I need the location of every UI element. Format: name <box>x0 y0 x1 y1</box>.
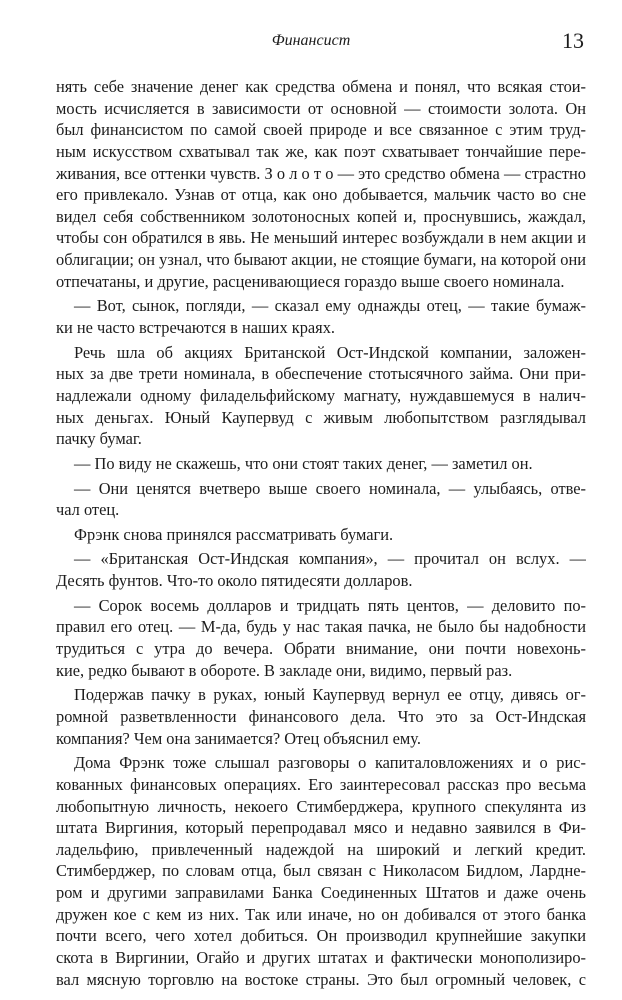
text-line: чал отец. <box>56 500 120 520</box>
body-text <box>56 76 586 990</box>
paragraph <box>56 295 586 338</box>
text-line: мость исчисляется в зависимости от основной — стоимости золота. Он <box>56 98 586 118</box>
text-line: ром и другими заправилами Банка Соединенных Штатов и даже очень <box>56 883 586 903</box>
paragraph <box>56 595 586 682</box>
text-line: — Вот, сынок, погляди, — сказал ему однажды отец, — такие бумаж- <box>74 296 586 316</box>
paragraph <box>56 342 586 450</box>
text-line: Речь шла об акциях Британской Ост-Индской компании, заложен- <box>74 342 586 362</box>
paragraph <box>56 548 586 591</box>
text-line: был финансистом по самой своей природе и все связанное с этим труд- <box>56 120 586 140</box>
text-line: ным искусством схватывал так же, как поэт схватывает тончайшие пере- <box>56 141 586 161</box>
text-line: видел себя собственником золотоносных копей и, проснувшись, жаждал, <box>56 206 586 226</box>
text-line: почти всего, чего хотел добиться. Он производил крупнейшие закупки <box>56 926 586 946</box>
text-line: Фрэнк снова принялся рассматривать бумаги. <box>74 524 394 544</box>
text-line: дружен кое с кем из них. Так или иначе, но он добивался от этого банка <box>56 904 586 924</box>
text-line: правил его отец. — М-да, будь у нас такая пачка, не было бы надобности <box>56 617 586 637</box>
text-line: пачку бумаг. <box>56 429 142 449</box>
text-line: Десять фунтов. Что-то около пятидесяти долларов. <box>56 571 413 591</box>
text-line: — «Британская Ост-Индская компания», — прочитал он вслух. — <box>74 549 586 569</box>
text-line: ки не часто встречаются в наших краях. <box>56 318 336 338</box>
text-line: любопытную личность, некоего Стимберджера, крупного спекулянта из <box>56 796 586 816</box>
text-line: ладельфию, привлеченный надеждой на широкий и легкий кредит. <box>56 839 586 859</box>
text-line: — По виду не скажешь, что они стоят таких денег, — заметил он. <box>74 453 533 473</box>
text-line: надлежали одному филадельфийскому магнату, нуждавшемуся в налич- <box>56 385 586 405</box>
text-line: кие, редко бывают в обороте. В закладе они, видимо, первый раз. <box>56 660 513 680</box>
paragraph <box>56 524 586 546</box>
text-line: нять себе значение денег как средства обмена и понял, что всякая стои- <box>56 77 586 96</box>
text-line: облигации; он узнал, что бывают акции, не стоящие бумаги, на которой они <box>56 250 586 270</box>
running-title: Финансист <box>271 32 351 49</box>
text-line: Дома Фрэнк тоже слышал разговоры о капиталовложениях и о рис- <box>74 753 586 773</box>
text-line: отпечатаны, и другие, расценивающиеся гораздо выше своего номинала. <box>56 271 565 291</box>
text-line: живания, все оттенки чувств. З о л о т о — это средство обмена — страстно <box>56 163 586 183</box>
text-line: вал мясную торговлю на востоке страны. Это был огромный человек, с <box>56 969 586 989</box>
text-line: ных деньгах. Юный Каупервуд с живым любопытством разглядывал <box>56 407 586 427</box>
text-line: Подержав пачку в руках, юный Каупервуд вернул ее отцу, дивясь ог- <box>74 685 586 705</box>
text-line: компания? Чем она занимается? Отец объяснил ему. <box>56 728 421 748</box>
running-header <box>0 28 622 58</box>
text-line: чтобы сон обратился в явь. Не меньший интерес возбуждали в нем акции и <box>56 228 586 248</box>
text-line: ромной разветвленности финансового дела. Что это за Ост-Индская <box>56 706 586 726</box>
page-number: 13 <box>562 28 584 53</box>
text-line: ных за две трети номинала, в обеспечение стотысячного займа. Они при- <box>56 364 586 384</box>
text-line: скота в Виргинии, Огайо и других штатах и фактически монополизиро- <box>56 947 586 967</box>
paragraph <box>56 76 586 292</box>
text-line: штата Виргиния, который перепродавал мясо и недавно заявился в Фи- <box>56 818 586 838</box>
paragraph <box>56 752 586 990</box>
paragraph <box>56 684 586 749</box>
text-line: трудиться с утра до вечера. Обрати внимание, они почти новехонь- <box>56 639 586 659</box>
text-line: — Они ценятся вчетверо выше своего номинала, — улыбаясь, отве- <box>74 478 586 498</box>
text-line: — Сорок восемь долларов и тридцать пять центов, — деловито по- <box>74 595 586 615</box>
text-line: Стимберджер, по словам отца, был связан с Николасом Бидлом, Ларднe- <box>56 861 586 881</box>
text-line: его привлекало. Узнав от отца, как оно добывается, мальчик часто во сне <box>56 185 586 205</box>
paragraph <box>56 453 586 475</box>
paragraph <box>56 478 586 521</box>
text-line: кованных финансовых операциях. Его заинтересовал рассказ про весьма <box>56 774 586 794</box>
